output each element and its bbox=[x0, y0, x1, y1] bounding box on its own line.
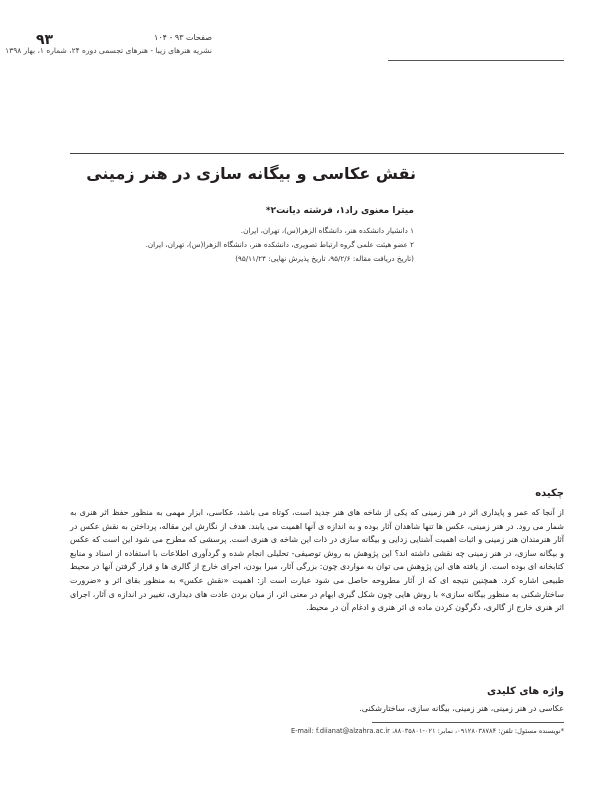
keywords-heading: واژه های کلیدی bbox=[486, 686, 564, 697]
page-number: ۹۳ bbox=[36, 32, 54, 48]
keywords-text: عکاسی در هنر زمینی، هنر زمینی، بیگانه سازی، ساختارشکنی. bbox=[359, 704, 564, 713]
abstract-text: از آنجا که عمر و پایداری اثر در هنر زمینی که یکی از شاخه های هنر جدید است، کوتاه می باشد، عکاسی، ابزار مهمی به منظور حفظ اثر هنری به شمار می رود. در هنر زمینی، عکس ها تنها شاهدان آثار بوده و به اندازه ی آنها اهمیت می یابند. هدف از نگارش این مقاله، پرداختن به نقش عکس در آثار هنرمندان هنر زمینی و اثبات اهمیت آشنایی زدایی و بیگانه سازی در ذات این شاخه ی هنری است. پرسشی که مطرح می شود این است که عکس و بیگانه سازی، در هنر زمینی چه نقشی داشته اند؟ این پژوهش به روش توصیفی- تحلیلی انجام شده و گردآوری اطلاعات با استفاده از اسناد و منابع کتابخانه ای بوده است. از یافته های این پژوهش می توان به مواردی چون: بزرگی آثار، میرا بودن، اجرای خارج از گالری ها و قرار گرفتن آنها در محیط طبیعی اشاره کرد. همچنین نتیجه ای که از آثار مطروحه حاصل می شود عبارت است از: اهمیت «نقش عکس» به منظور بقای اثر و «ضرورت ساختارشکنی به منظور بیگانه سازی» با روش هایی چون شکل گیری ابهام در معنی اثر، از میان بردن عادت های دیداری، تغییر در اندازه ی آثار، اجرای اثر هنری خارج از گالری، دگرگون کردن ماده ی اثر هنری و ادغام آن در محیط. bbox=[70, 508, 564, 613]
title-divider bbox=[70, 153, 564, 154]
journal-info: نشریه هنرهای زیبا - هنرهای تجسمی دوره ۲۴، شماره ۱، بهار ۱۳۹۸ bbox=[5, 46, 212, 55]
abstract-heading: چکیده bbox=[535, 488, 564, 499]
author-list: میترا معنوی راد‌۱، فرشته دیانت‌۲* bbox=[265, 206, 414, 216]
page-range-label: صفحات ۹۳ - ۱۰۴ bbox=[154, 33, 212, 42]
header-divider bbox=[388, 60, 564, 61]
affiliation-1: ۱ دانشیار دانشکده هنر، دانشگاه الزهرا(س)، تهران، ایران. bbox=[240, 226, 414, 235]
article-dates: (تاریخ دریافت مقاله: ۹۵/۲/۶، تاریخ پذیرش نهایی: ۹۵/۱۱/۲۴) bbox=[235, 254, 414, 263]
article-title: نقش عکاسی و بیگانه سازی در هنر زمینی bbox=[86, 164, 416, 183]
affiliation-2: ۲ عضو هیئت علمی گروه ارتباط تصویری، دانشکده هنر، دانشگاه الزهرا(س)، تهران، ایران. bbox=[145, 240, 414, 249]
footnote-divider bbox=[372, 722, 564, 723]
corresponding-author-footnote: *نویسنده مسئول: تلفن: ۰۹۱۲۸۰۳۸۷۸۴، نمابر: ۰۲۱-۸۸۰۳۵۸۰۱، E-mail: f.diianat@alzahra.ac.ir bbox=[290, 727, 564, 735]
